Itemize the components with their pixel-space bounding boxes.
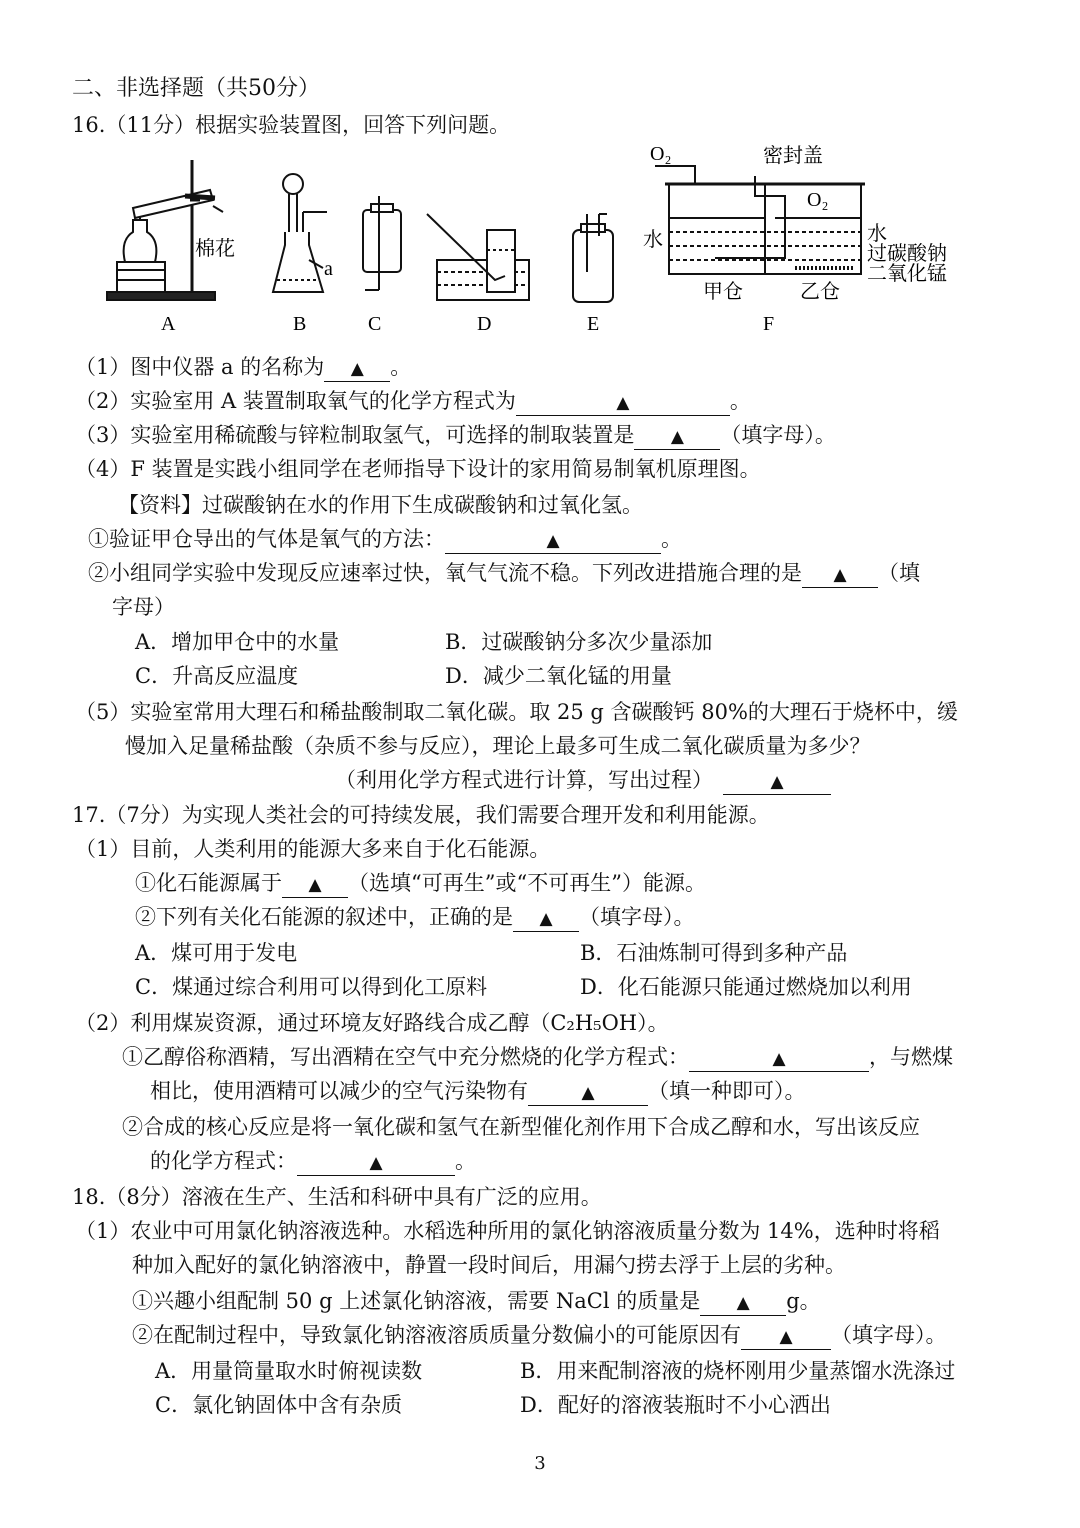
answer-blank[interactable]: ▲ [297, 1149, 455, 1176]
q17-p2-1: ①乙醇俗称酒精，写出酒精在空气中充分燃烧的化学方程式： ▲ ，与燃煤 [122, 1042, 953, 1072]
q17-p2-2-line1: ②合成的核心反应是将一氧化碳和氢气在新型催化剂作用下合成乙醇和水，写出该反应 [122, 1115, 920, 1139]
q17-option-b: B．石油炼制可得到多种产品 [580, 941, 848, 965]
apparatus-e [573, 214, 613, 302]
q16-option-c: C．升高反应温度 [135, 664, 299, 688]
label-water-right: 水 [867, 223, 887, 245]
q16-p4-1: ①验证甲仓导出的气体是氧气的方法： ▲ 。 [88, 524, 682, 554]
q16-p1: （1）图中仪器 a 的名称为 ▲ 。 [75, 352, 411, 382]
q16-p4: （4）F 装置是实践小组同学在老师指导下设计的家用简易制氧机原理图。 [75, 457, 761, 481]
q18-option-c: C．氯化钠固体中含有杂质 [155, 1393, 403, 1417]
q16-stem: 16.（11分）根据实验装置图，回答下列问题。 [72, 113, 511, 137]
label-F: F [763, 313, 775, 335]
q18-stem: 18.（8分）溶液在生产、生活和科研中具有广泛的应用。 [72, 1185, 602, 1209]
q18-p1-1: ①兴趣小组配制 50 g 上述氯化钠溶液，需要 NaCl 的质量是 ▲ g。 [132, 1286, 821, 1316]
answer-blank[interactable]: ▲ [513, 905, 579, 932]
q17-p2-2-line2: 的化学方程式： ▲ 。 [150, 1146, 476, 1176]
label-o2-in: O₂ [807, 189, 829, 211]
q17-p2-1b: 相比，使用酒精可以减少的空气污染物有 ▲ （填一种即可）。 [150, 1076, 806, 1106]
answer-blank[interactable]: ▲ [689, 1045, 869, 1072]
apparatus-c [363, 196, 401, 290]
q16-p2: （2）实验室用 A 装置制取氧气的化学方程式为 ▲ 。 [75, 386, 751, 416]
label-o2-out: O₂ [650, 143, 672, 165]
q16-p5-line2: 慢加入足量稀盐酸（杂质不参与反应），理论上最多可生成二氧化碳质量为多少？ [125, 734, 871, 758]
q16-p3: （3）实验室用稀硫酸与锌粒制取氢气，可选择的制取装置是 ▲ （填字母）。 [75, 420, 836, 450]
answer-blank[interactable]: ▲ [445, 527, 661, 554]
q17-p1-1: ①化石能源属于 ▲ （选填“可再生”或“不可再生”）能源。 [135, 868, 706, 898]
answer-blank[interactable]: ▲ [528, 1079, 648, 1106]
label-a-mark: a [324, 258, 333, 280]
q17-option-a: A．煤可用于发电 [135, 941, 298, 965]
answer-blank[interactable]: ▲ [324, 355, 390, 382]
q18-option-a: A．用量筒量取水时俯视读数 [155, 1359, 423, 1383]
q16-info: 【资料】过碳酸钠在水的作用下生成碳酸钠和过氧化氢。 [118, 493, 643, 517]
q18-option-d: D．配好的溶液装瓶时不小心洒出 [520, 1393, 831, 1417]
answer-blank[interactable]: ▲ [802, 561, 878, 588]
q17-p2: （2）利用煤炭资源，通过环境友好路线合成乙醇（C₂H₅OH）。 [75, 1011, 669, 1035]
label-seal-cap: 密封盖 [763, 145, 823, 167]
answer-blank[interactable]: ▲ [741, 1323, 831, 1350]
answer-blank[interactable]: ▲ [634, 423, 720, 450]
apparatus-figure [95, 140, 955, 340]
q17-option-d: D．化石能源只能通过燃烧加以利用 [580, 975, 912, 999]
apparatus-d [427, 214, 529, 300]
apparatus-f [655, 166, 865, 274]
label-D: D [477, 313, 492, 335]
label-mno2: 二氧化锰 [867, 263, 947, 285]
apparatus-a [107, 160, 223, 300]
label-A: A [161, 313, 176, 335]
q17-option-c: C．煤通过综合利用可以得到化工原料 [135, 975, 488, 999]
q16-p4-2: ②小组同学实验中发现反应速率过快，氧气气流不稳。下列改进措施合理的是 ▲ （填 [88, 558, 920, 588]
label-water-left: 水 [643, 229, 663, 251]
label-cotton: 棉花 [195, 238, 235, 260]
q18-p1-line1: （1）农业中可用氯化钠溶液选种。水稻选种所用的氯化钠溶液质量分数为 14%，选种时将稻 [75, 1219, 940, 1243]
label-E: E [587, 313, 600, 335]
label-B: B [293, 313, 307, 335]
q17-p1: （1）目前，人类利用的能源大多来自于化石能源。 [75, 837, 551, 861]
q16-option-d: D．减少二氧化锰的用量 [445, 664, 672, 688]
apparatus-b [273, 174, 327, 292]
section-title: 二、非选择题（共50分） [72, 76, 320, 101]
label-sodium-percarbonate: 过碳酸钠 [867, 243, 947, 265]
q16-p5-line3: （利用化学方程式进行计算，写出过程） ▲ [335, 765, 831, 795]
q16-p4-2-cont: 字母） [112, 595, 175, 619]
q16-option-a: A．增加甲仓中的水量 [135, 630, 340, 654]
q18-p1-line2: 种加入配好的氯化钠溶液中，静置一段时间后，用漏勺捞去浮于上层的劣种。 [132, 1253, 846, 1277]
label-chamber-a: 甲仓 [703, 281, 743, 303]
answer-blank[interactable]: ▲ [516, 389, 730, 416]
page-number: 3 [534, 1453, 546, 1474]
q17-p1-2: ②下列有关化石能源的叙述中，正确的是 ▲ （填字母）。 [135, 902, 695, 932]
label-chamber-b: 乙仓 [800, 281, 840, 303]
q18-p1-2: ②在配制过程中，导致氯化钠溶液溶质质量分数偏小的可能原因有 ▲ （填字母）。 [132, 1320, 947, 1350]
q16-option-b: B．过碳酸钠分多次少量添加 [445, 630, 713, 654]
q16-p5-line1: （5）实验室常用大理石和稀盐酸制取二氧化碳。取 25 g 含碳酸钙 80%的大理石于烧杯中，缓 [75, 700, 958, 724]
q17-stem: 17.（7分）为实现人类社会的可持续发展，我们需要合理开发和利用能源。 [72, 803, 770, 827]
answer-blank[interactable]: ▲ [282, 871, 348, 898]
q18-option-b: B．用来配制溶液的烧杯刚用少量蒸馏水洗涤过 [520, 1359, 956, 1383]
label-C: C [368, 313, 382, 335]
answer-blank[interactable]: ▲ [700, 1289, 786, 1316]
answer-blank[interactable]: ▲ [723, 768, 831, 795]
